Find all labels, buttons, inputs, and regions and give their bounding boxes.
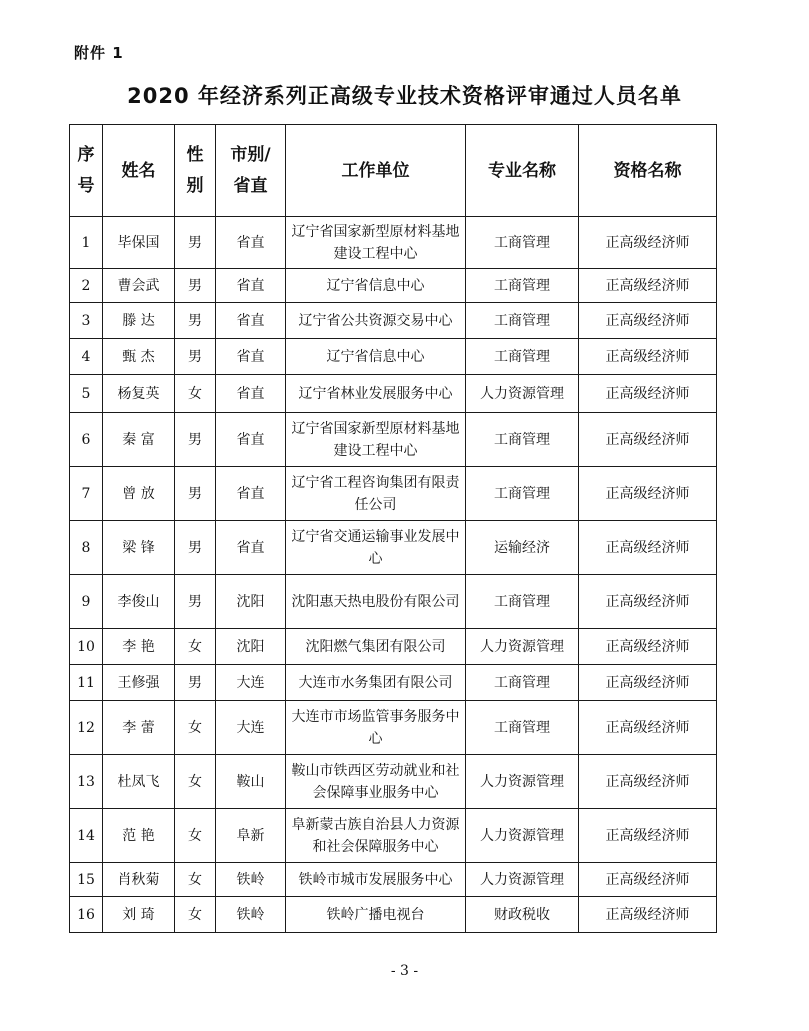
person-name: 李 艳 xyxy=(103,629,175,665)
table-row xyxy=(70,863,717,897)
header-city xyxy=(216,125,286,217)
unit-cell: 辽宁省工程咨询集团有限责任公司 xyxy=(286,467,466,521)
major-cell: 人力资源管理 xyxy=(466,375,579,413)
unit-cell: 大连市水务集团有限公司 xyxy=(286,665,466,701)
row-index: 3 xyxy=(70,303,103,339)
unit-cell: 辽宁省公共资源交易中心 xyxy=(286,303,466,339)
city-cell: 省直 xyxy=(216,375,286,413)
major-cell: 工商管理 xyxy=(466,575,579,629)
qualification-cell: 正高级经济师 xyxy=(579,413,717,467)
major-cell: 工商管理 xyxy=(466,339,579,375)
table-row xyxy=(70,809,717,863)
row-index: 2 xyxy=(70,269,103,303)
header-index xyxy=(70,125,103,217)
person-name: 曾 放 xyxy=(103,467,175,521)
header-gender-line2: 别 xyxy=(186,175,204,196)
unit-cell: 大连市市场监管事务服务中心 xyxy=(286,701,466,755)
table-row xyxy=(70,521,717,575)
qualification-cell: 正高级经济师 xyxy=(579,665,717,701)
row-index: 1 xyxy=(70,217,103,269)
gender-cell: 女 xyxy=(175,863,216,897)
unit-cell: 辽宁省林业发展服务中心 xyxy=(286,375,466,413)
gender-cell: 女 xyxy=(175,629,216,665)
person-name: 王修强 xyxy=(103,665,175,701)
person-name: 杜凤飞 xyxy=(103,755,175,809)
row-index: 15 xyxy=(70,863,103,897)
gender-cell: 男 xyxy=(175,665,216,701)
major-cell: 运输经济 xyxy=(466,521,579,575)
header-name: 姓名 xyxy=(103,125,175,217)
city-cell: 沈阳 xyxy=(216,629,286,665)
row-index: 10 xyxy=(70,629,103,665)
unit-cell: 鞍山市铁西区劳动就业和社会保障事业服务中心 xyxy=(286,755,466,809)
header-gender-line1: 性 xyxy=(186,144,204,165)
row-index: 12 xyxy=(70,701,103,755)
roster-table xyxy=(69,124,717,933)
gender-cell: 男 xyxy=(175,339,216,375)
page-number: - 3 - xyxy=(390,963,419,979)
table-row xyxy=(70,303,717,339)
header-gender xyxy=(175,125,216,217)
city-cell: 沈阳 xyxy=(216,575,286,629)
major-cell: 工商管理 xyxy=(466,413,579,467)
person-name: 肖秋菊 xyxy=(103,863,175,897)
header-unit: 工作单位 xyxy=(286,125,466,217)
row-index: 16 xyxy=(70,897,103,933)
gender-cell: 男 xyxy=(175,521,216,575)
row-index: 6 xyxy=(70,413,103,467)
header-city-line2: 省直 xyxy=(233,175,268,196)
city-cell: 省直 xyxy=(216,467,286,521)
qualification-cell: 正高级经济师 xyxy=(579,269,717,303)
row-index: 5 xyxy=(70,375,103,413)
row-index: 4 xyxy=(70,339,103,375)
table-row xyxy=(70,897,717,933)
row-index: 8 xyxy=(70,521,103,575)
table-row xyxy=(70,665,717,701)
row-index: 9 xyxy=(70,575,103,629)
header-index-line1: 序 xyxy=(77,144,95,165)
qualification-cell: 正高级经济师 xyxy=(579,521,717,575)
qualification-cell: 正高级经济师 xyxy=(579,339,717,375)
table-row xyxy=(70,467,717,521)
row-index: 13 xyxy=(70,755,103,809)
qualification-cell: 正高级经济师 xyxy=(579,303,717,339)
header-index-line2: 号 xyxy=(77,175,95,196)
city-cell: 铁岭 xyxy=(216,863,286,897)
gender-cell: 男 xyxy=(175,575,216,629)
person-name: 滕 达 xyxy=(103,303,175,339)
qualification-cell: 正高级经济师 xyxy=(579,575,717,629)
city-cell: 省直 xyxy=(216,303,286,339)
city-cell: 大连 xyxy=(216,665,286,701)
person-name: 毕保国 xyxy=(103,217,175,269)
major-cell: 工商管理 xyxy=(466,217,579,269)
roster-body xyxy=(70,217,717,933)
qualification-cell: 正高级经济师 xyxy=(579,467,717,521)
person-name: 李 蕾 xyxy=(103,701,175,755)
table-header-row xyxy=(70,125,717,217)
attachment-label: 附件 1 xyxy=(74,44,124,62)
person-name: 杨复英 xyxy=(103,375,175,413)
gender-cell: 男 xyxy=(175,303,216,339)
unit-cell: 沈阳燃气集团有限公司 xyxy=(286,629,466,665)
header-city-line1: 市别/ xyxy=(230,144,271,165)
person-name: 曹会武 xyxy=(103,269,175,303)
person-name: 梁 锋 xyxy=(103,521,175,575)
gender-cell: 男 xyxy=(175,217,216,269)
city-cell: 大连 xyxy=(216,701,286,755)
unit-cell: 辽宁省交通运输事业发展中心 xyxy=(286,521,466,575)
gender-cell: 男 xyxy=(175,413,216,467)
qualification-cell: 正高级经济师 xyxy=(579,755,717,809)
table-row xyxy=(70,217,717,269)
table-row xyxy=(70,575,717,629)
major-cell: 人力资源管理 xyxy=(466,629,579,665)
city-cell: 省直 xyxy=(216,269,286,303)
table-row xyxy=(70,339,717,375)
gender-cell: 女 xyxy=(175,755,216,809)
unit-cell: 铁岭市城市发展服务中心 xyxy=(286,863,466,897)
qualification-cell: 正高级经济师 xyxy=(579,701,717,755)
major-cell: 财政税收 xyxy=(466,897,579,933)
gender-cell: 男 xyxy=(175,269,216,303)
gender-cell: 男 xyxy=(175,467,216,521)
gender-cell: 女 xyxy=(175,809,216,863)
city-cell: 省直 xyxy=(216,217,286,269)
table-row xyxy=(70,413,717,467)
unit-cell: 阜新蒙古族自治县人力资源和社会保障服务中心 xyxy=(286,809,466,863)
unit-cell: 沈阳惠天热电股份有限公司 xyxy=(286,575,466,629)
qualification-cell: 正高级经济师 xyxy=(579,863,717,897)
person-name: 范 艳 xyxy=(103,809,175,863)
major-cell: 工商管理 xyxy=(466,303,579,339)
major-cell: 工商管理 xyxy=(466,665,579,701)
gender-cell: 女 xyxy=(175,897,216,933)
table-row xyxy=(70,375,717,413)
person-name: 甄 杰 xyxy=(103,339,175,375)
qualification-cell: 正高级经济师 xyxy=(579,375,717,413)
unit-cell: 铁岭广播电视台 xyxy=(286,897,466,933)
unit-cell: 辽宁省信息中心 xyxy=(286,339,466,375)
person-name: 秦 富 xyxy=(103,413,175,467)
city-cell: 省直 xyxy=(216,521,286,575)
gender-cell: 女 xyxy=(175,701,216,755)
unit-cell: 辽宁省国家新型原材料基地建设工程中心 xyxy=(286,413,466,467)
major-cell: 人力资源管理 xyxy=(466,863,579,897)
row-index: 14 xyxy=(70,809,103,863)
qualification-cell: 正高级经济师 xyxy=(579,629,717,665)
header-qualification: 资格名称 xyxy=(579,125,717,217)
major-cell: 人力资源管理 xyxy=(466,755,579,809)
person-name: 刘 琦 xyxy=(103,897,175,933)
header-major: 专业名称 xyxy=(466,125,579,217)
table-row xyxy=(70,269,717,303)
table-row xyxy=(70,701,717,755)
qualification-cell: 正高级经济师 xyxy=(579,897,717,933)
city-cell: 鞍山 xyxy=(216,755,286,809)
qualification-cell: 正高级经济师 xyxy=(579,809,717,863)
city-cell: 省直 xyxy=(216,339,286,375)
row-index: 7 xyxy=(70,467,103,521)
city-cell: 铁岭 xyxy=(216,897,286,933)
major-cell: 工商管理 xyxy=(466,701,579,755)
city-cell: 省直 xyxy=(216,413,286,467)
row-index: 11 xyxy=(70,665,103,701)
gender-cell: 女 xyxy=(175,375,216,413)
document-title: 2020 年经济系列正高级专业技术资格评审通过人员名单 xyxy=(127,84,682,108)
person-name: 李俊山 xyxy=(103,575,175,629)
major-cell: 工商管理 xyxy=(466,269,579,303)
table-row xyxy=(70,629,717,665)
unit-cell: 辽宁省信息中心 xyxy=(286,269,466,303)
qualification-cell: 正高级经济师 xyxy=(579,217,717,269)
unit-cell: 辽宁省国家新型原材料基地建设工程中心 xyxy=(286,217,466,269)
major-cell: 人力资源管理 xyxy=(466,809,579,863)
city-cell: 阜新 xyxy=(216,809,286,863)
table-row xyxy=(70,755,717,809)
major-cell: 工商管理 xyxy=(466,467,579,521)
